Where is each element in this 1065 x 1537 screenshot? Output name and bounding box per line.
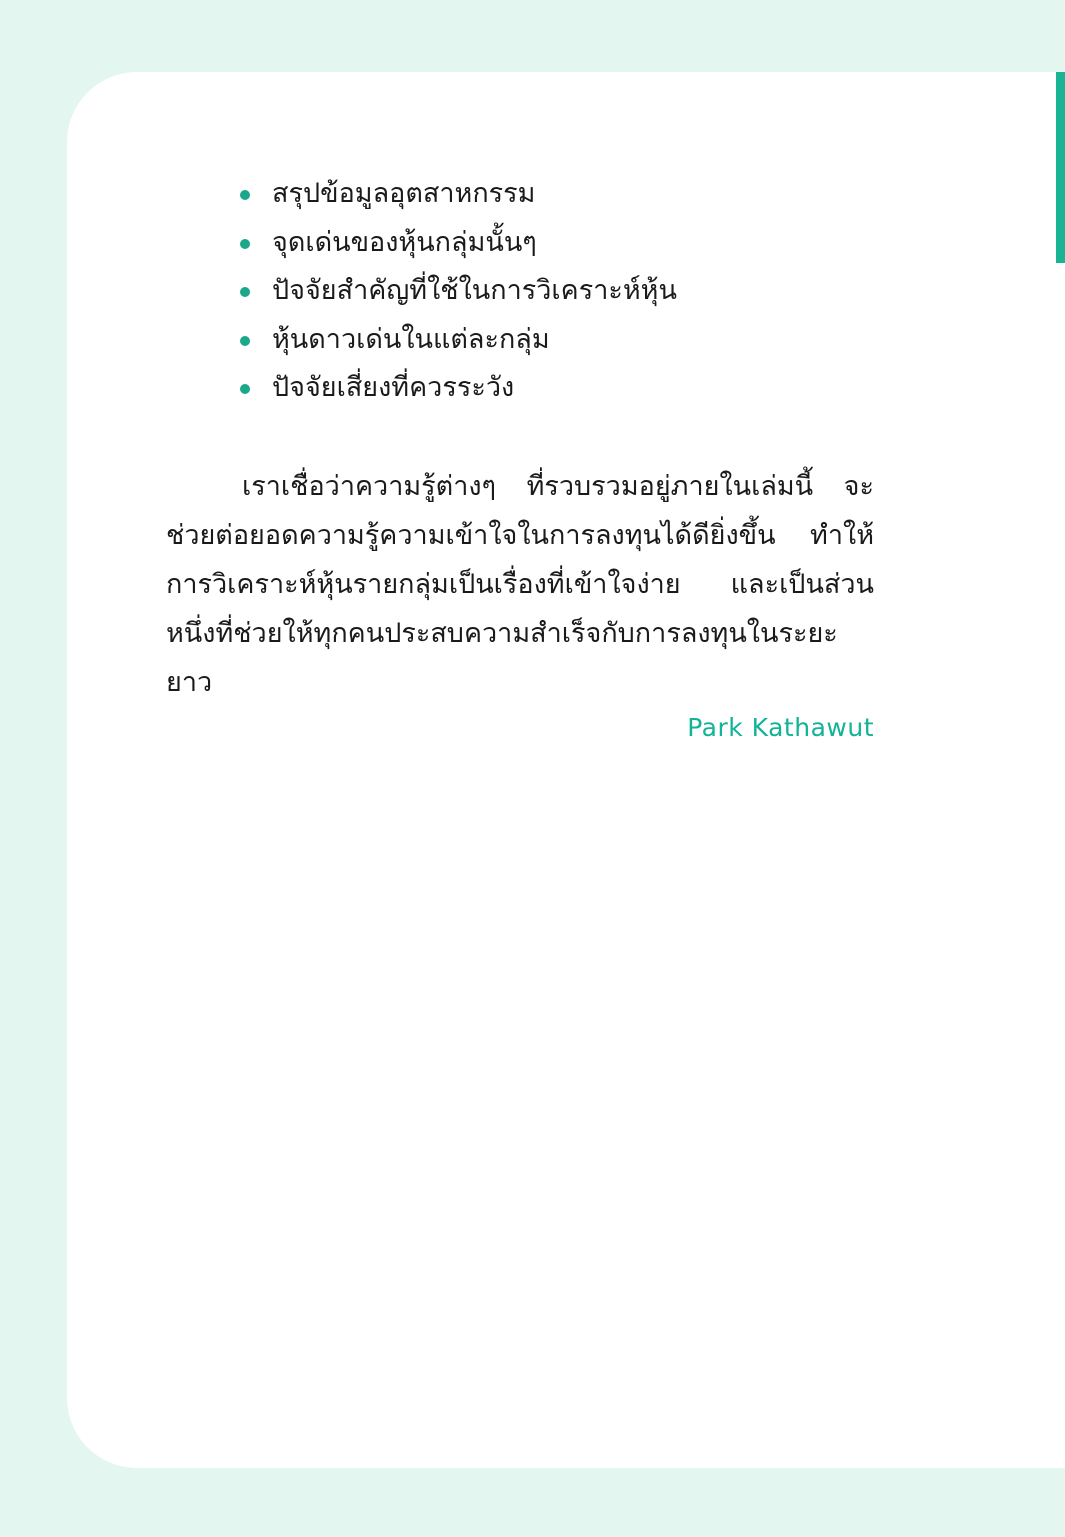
bullet-list: [240, 172, 677, 415]
edge-tab-marker: [1056, 72, 1065, 263]
bullet-text: ปัจจัยเสี่ยงที่ควรระวัง: [272, 372, 515, 403]
bullet-dot-icon: [240, 384, 250, 394]
bullet-dot-icon: [240, 190, 250, 200]
bullet-item: [240, 318, 677, 367]
bullet-text: สรุปข้อมูลอุตสาหกรรม: [272, 178, 536, 209]
body-paragraph: เราเชื่อว่าความรู้ต่างๆ ที่รวบรวมอยู่ภายในเล่มนี้ จะช่วยต่อยอดความรู้ความเข้าใจในการลงทุนได้ดียิ่งขึ้น ทำให้การวิเคราะห์หุ้นรายกลุ่มเป็นเรื่องที่เข้าใจง่าย และเป็นส่วนหนึ่งที่ช่วยให้ทุกคนประสบความสำเร็จกับการลงทุนในระยะยาว: [166, 471, 874, 698]
bullet-dot-icon: [240, 336, 250, 346]
bullet-item: [240, 172, 677, 221]
bullet-item: [240, 366, 677, 415]
bullet-text: จุดเด่นของหุ้นกลุ่มนั้นๆ: [272, 226, 537, 258]
bullet-text: ปัจจัยสำคัญที่ใช้ในการวิเคราะห์หุ้น: [272, 275, 677, 306]
author-signature: Park Kathawut: [687, 713, 874, 742]
bullet-dot-icon: [240, 239, 250, 249]
bullet-item: [240, 221, 677, 270]
bullet-text: หุ้นดาวเด่นในแต่ละกลุ่ม: [272, 323, 550, 355]
bullet-dot-icon: [240, 287, 250, 297]
bullet-item: [240, 269, 677, 318]
